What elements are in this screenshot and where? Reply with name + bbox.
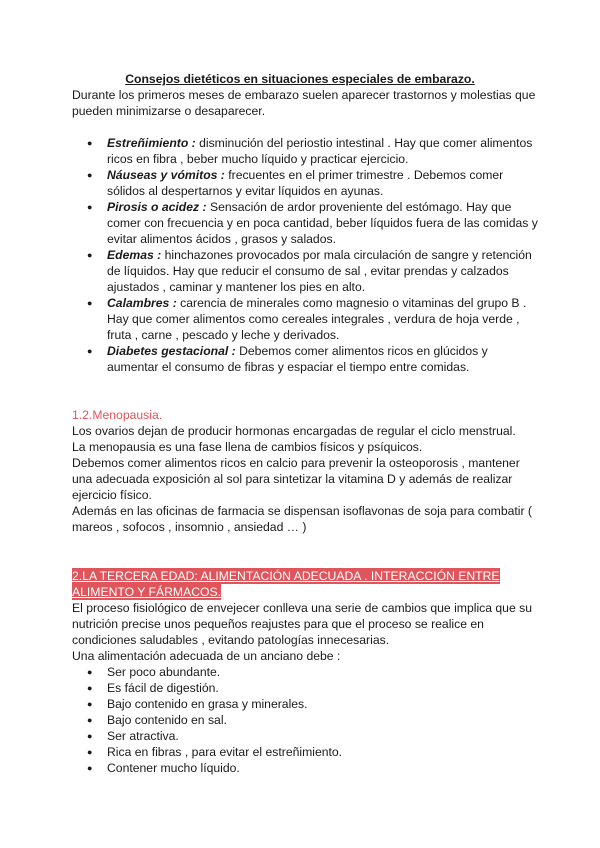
elderly-diet-list xyxy=(72,664,542,776)
list-item: ● Rica en fibras , para evitar el estreñimiento. xyxy=(72,744,542,760)
condition-text: Debemos comer alimentos ricos en glúcidos y aumentar el consumo de fibras y espaciar el tiempo entre comidas. xyxy=(107,344,488,374)
tercera-edad-paragraph: El proceso fisiológico de envejecer conlleva una serie de cambios que implica que su nutrición precise unos pequeños reajustes para que el proceso se realice en condiciones saludables , evitando patologías innecesarias. xyxy=(72,601,533,647)
list-item: ● Ser poco abundante. xyxy=(72,664,542,680)
list-item xyxy=(72,247,542,295)
document-title: Consejos dietéticos en situaciones especiales de embarazo. xyxy=(125,72,475,86)
intro-paragraph: Durante los primeros meses de embarazo suelen aparecer trastornos y molestias que pueden minimizarse o desaparecer. xyxy=(72,88,536,118)
menopausia-paragraph: Además en las oficinas de farmacia se dispensan isoflavonas de soja para combatir ( mareos , sofocos , insomnio , ansiedad … ) xyxy=(72,504,532,534)
condition-text: disminución del periostio intestinal . Hay que comer alimentos ricos en fibra , beber mucho líquido y practicar ejercicio. xyxy=(107,136,533,166)
menopausia-paragraph: La menopausia es una fase llena de cambios físicos y psíquicos. xyxy=(72,440,423,454)
list-item: ● Contener mucho líquido. xyxy=(72,760,542,776)
condition-term: Pirosis o acidez : xyxy=(107,200,207,214)
highlighted-heading: 2.LA TERCERA EDAD: ALIMENTACIÓN ADECUADA . INTERACCIÓN ENTRE ALIMENTO Y FÁRMACOS. xyxy=(72,569,500,599)
condition-term: Náuseas y vómitos : xyxy=(107,168,225,182)
menopausia-section xyxy=(72,407,542,535)
list-item xyxy=(72,199,542,247)
list-item: ● Bajo contenido en grasa y minerales. xyxy=(72,696,542,712)
condition-term: Estreñimiento : xyxy=(107,136,196,150)
list-item xyxy=(72,343,542,375)
list-item xyxy=(72,167,542,199)
section-heading-menopausia: 1.2.Menopausia. xyxy=(72,408,163,422)
condition-text: Sensación de ardor proveniente del estómago. Hay que comer con frecuencia y en poca cantidad, beber líquidos fuera de las comidas y evitar alimentos ácidos , grasos y salados. xyxy=(107,200,538,246)
menopausia-paragraph: Debemos comer alimentos ricos en calcio para prevenir la osteoporosis , mantener una adecuada exposición al sol para sintetizar la vitamina D y además de realizar ejercicio físico. xyxy=(72,456,520,502)
section-heading-tercera-edad xyxy=(72,568,542,600)
condition-text: carencia de minerales como magnesio o vitaminas del grupo B . Hay que comer alimentos como cereales integrales , verdura de hoja verde , fruta , carne , pescado y leche y derivados. xyxy=(107,296,527,342)
tercera-edad-section xyxy=(72,568,542,776)
condition-term: Calambres : xyxy=(107,296,177,310)
list-item xyxy=(72,135,542,167)
list-item: ● Es fácil de digestión. xyxy=(72,680,542,696)
condition-text: frecuentes en el primer trimestre . Debemos comer sólidos al despertarnos y evitar líquidos en ayunas. xyxy=(107,168,504,198)
condition-term: Diabetes gestacional : xyxy=(107,344,236,358)
list-item: ● Bajo contenido en sal. xyxy=(72,712,542,728)
list-intro: Una alimentación adecuada de un anciano debe : xyxy=(72,649,341,663)
menopausia-paragraph: Los ovarios dejan de producir hormonas encargadas de regular el ciclo menstrual. xyxy=(72,424,516,438)
pregnancy-conditions-list xyxy=(72,135,542,375)
list-item xyxy=(72,295,542,343)
condition-text: hinchazones provocados por mala circulación de sangre y retención de líquidos. Hay que reducir el consumo de sal , evitar prendas y calzados ajustados , caminar y mantener los pies en alto. xyxy=(107,248,532,294)
condition-term: Edemas : xyxy=(107,248,162,262)
list-item: ● Ser atractiva. xyxy=(72,728,542,744)
